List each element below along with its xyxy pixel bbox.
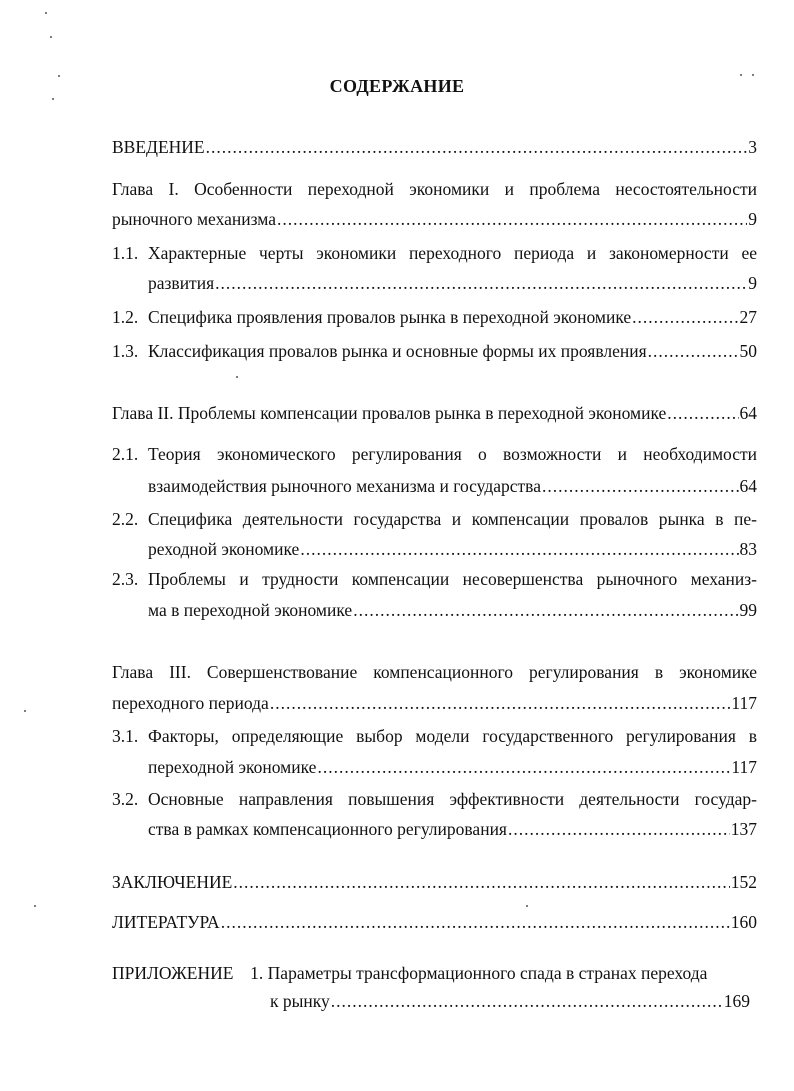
dot-leader <box>300 538 738 560</box>
toc-section-1-3-page: 50 <box>739 341 757 361</box>
page-title: СОДЕРЖАНИЕ <box>329 76 465 96</box>
scan-speck <box>526 905 528 907</box>
toc-chapter-1-text: рыночного механизма <box>112 209 276 229</box>
toc-section-1-2-number: 1.2. <box>112 307 139 327</box>
toc-section-2-2-page: 83 <box>739 539 757 559</box>
toc-appendix-page: 169 <box>723 991 750 1011</box>
scan-speck <box>236 376 238 378</box>
toc-section-2-1-text: взаимодействия рыночного механизма и государства <box>148 476 541 496</box>
toc-section-2-3-line2[interactable] <box>148 599 757 621</box>
toc-section-3-2-text: ства в рамках компенсационного регулирования <box>148 819 507 839</box>
toc-section-2-1-line1[interactable]: Теория экономического регулирования о возможности и необходимости <box>148 444 757 464</box>
toc-section-3-1-line2[interactable] <box>148 756 757 778</box>
toc-section-2-3-text: ма в переходной экономике <box>148 600 353 620</box>
toc-appendix-label: ПРИЛОЖЕНИЕ <box>112 963 234 983</box>
toc-section-1-3-number: 1.3. <box>112 341 139 361</box>
dot-leader <box>277 208 747 230</box>
scan-speck <box>58 75 60 77</box>
toc-appendix-line2[interactable] <box>270 990 750 1012</box>
dot-leader <box>270 692 731 714</box>
toc-section-3-2-page: 137 <box>730 819 757 839</box>
dot-leader <box>331 990 723 1012</box>
toc-section-2-2-number: 2.2. <box>112 509 139 529</box>
toc-appendix-title: 1. Параметры трансформационного спада в странах перехода <box>250 963 708 983</box>
scan-speck <box>34 905 36 907</box>
toc-intro-label: ВВЕДЕНИЕ <box>112 137 205 157</box>
toc-section-2-2-line1[interactable]: Специфика деятельности государства и компенсации провалов рынка в пе- <box>148 509 757 529</box>
toc-chapter-3-line2[interactable] <box>112 692 757 714</box>
dot-leader <box>667 402 738 424</box>
dot-leader <box>221 911 730 933</box>
toc-entry-intro[interactable] <box>112 136 757 158</box>
toc-literature-label: ЛИТЕРАТУРА <box>112 912 220 932</box>
scan-speck <box>752 74 754 76</box>
toc-section-3-1-number: 3.1. <box>112 726 139 746</box>
dot-leader <box>317 756 730 778</box>
toc-chapter-2-page: 64 <box>739 403 757 423</box>
toc-section-1-3-text: Классификация провалов рынка и основные формы их проявления <box>148 341 647 361</box>
toc-section-1-1-line1[interactable]: Характерные черты экономики переходного периода и закономерности ее <box>148 243 757 263</box>
toc-chapter-2[interactable] <box>112 402 757 424</box>
scan-speck <box>45 12 47 14</box>
dot-leader <box>215 272 747 294</box>
toc-entry-conclusion[interactable] <box>112 871 757 893</box>
toc-section-1-2[interactable] <box>148 306 757 328</box>
scan-speck <box>24 710 26 712</box>
toc-conclusion-page: 152 <box>730 872 757 892</box>
dot-leader <box>542 475 739 497</box>
scan-speck <box>740 74 742 76</box>
dot-leader <box>632 306 738 328</box>
toc-section-2-3-page: 99 <box>739 600 757 620</box>
toc-section-2-1-line2[interactable] <box>148 475 757 497</box>
toc-section-1-2-text: Специфика проявления провалов рынка в переходной экономике <box>148 307 632 327</box>
toc-chapter-1-page: 9 <box>748 209 757 229</box>
toc-section-2-3-number: 2.3. <box>112 569 139 589</box>
toc-section-1-1-number: 1.1. <box>112 243 139 263</box>
toc-section-3-2-line1[interactable]: Основные направления повышения эффективности деятельности государ- <box>148 789 757 809</box>
toc-section-3-2-number: 3.2. <box>112 789 139 809</box>
toc-section-3-2-line2[interactable] <box>148 818 757 840</box>
toc-chapter-3-page: 117 <box>731 693 757 713</box>
dot-leader <box>648 340 739 362</box>
toc-section-3-1-text: переходной экономике <box>148 757 317 777</box>
toc-section-1-2-page: 27 <box>739 307 757 327</box>
toc-section-2-2-text: реходной экономике <box>148 539 300 559</box>
dot-leader <box>206 136 748 158</box>
toc-section-2-2-line2[interactable] <box>148 538 757 560</box>
toc-appendix-text: к рынку <box>270 991 330 1011</box>
dot-leader <box>353 599 738 621</box>
toc-entry-appendix[interactable] <box>112 962 707 984</box>
toc-section-2-1-number: 2.1. <box>112 444 139 464</box>
toc-section-2-1-page: 64 <box>739 476 757 496</box>
toc-section-1-3[interactable] <box>148 340 757 362</box>
toc-section-1-1-page: 9 <box>748 273 757 293</box>
scan-speck <box>50 36 52 38</box>
dot-leader <box>508 818 730 840</box>
toc-section-1-1-text: развития <box>148 273 215 293</box>
dot-leader <box>233 871 729 893</box>
toc-section-3-1-page: 117 <box>731 757 757 777</box>
toc-chapter-1-line2[interactable] <box>112 208 757 230</box>
toc-section-3-1-line1[interactable]: Факторы, определяющие выбор модели государственного регулирования в <box>148 726 757 746</box>
toc-chapter-3-text: переходного периода <box>112 693 269 713</box>
toc-conclusion-label: ЗАКЛЮЧЕНИЕ <box>112 872 233 892</box>
toc-chapter-1-line1[interactable]: Глава I. Особенности переходной экономики и проблема несостоятельности <box>112 179 757 199</box>
scan-speck <box>52 98 54 100</box>
toc-section-2-3-line1[interactable]: Проблемы и трудности компенсации несовершенства рыночного механиз- <box>148 569 757 589</box>
toc-section-1-1-line2[interactable] <box>148 272 757 294</box>
toc-intro-page: 3 <box>748 137 757 157</box>
toc-literature-page: 160 <box>730 912 757 932</box>
toc-entry-literature[interactable] <box>112 911 757 933</box>
toc-chapter-3-line1[interactable]: Глава III. Совершенствование компенсационного регулирования в экономике <box>112 662 757 682</box>
toc-chapter-2-text: Глава II. Проблемы компенсации провалов рынка в переходной экономике <box>112 403 667 423</box>
